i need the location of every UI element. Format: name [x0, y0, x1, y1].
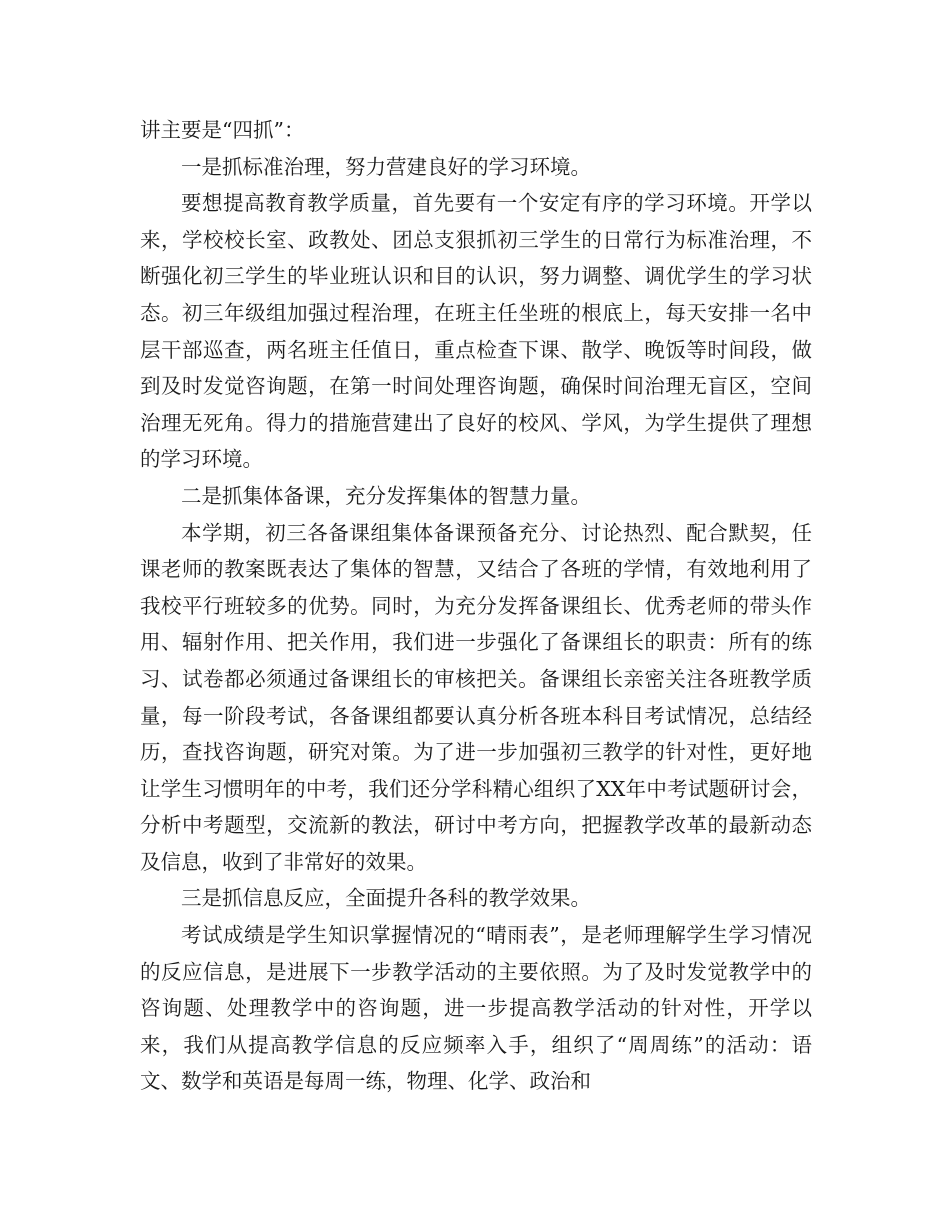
heading-point-one: 一是抓标准治理，努力营建良好的学习环境。 — [181, 154, 591, 179]
heading-point-three: 三是抓信息反应，全面提升各科的教学效果。 — [181, 886, 591, 911]
document-page — [140, 112, 812, 1100]
heading-point-two: 二是抓集体备课，充分发挥集体的智慧力量。 — [181, 483, 591, 508]
paragraph-point-three-body: 考试成绩是学生知识掌握情况的“晴雨表”，是老师理解学生学习情况的反应信息，是进展下一步教学活动的主要依照。为了及时发觉教学中的咨询题、处理教学中的咨询题，进一步提高教学活动的针对性，开学以来，我们从提高教学信息的反应频率入手，组织了“周周练”的活动：语文、数学和英语是每周一练，物理、化学、政治和 — [140, 923, 812, 1094]
paragraph-point-one-body: 要想提高教育教学质量，首先要有一个安定有序的学习环境。开学以来，学校校长室、政教处、团总支狠抓初三学生的日常行为标准治理，不断强化初三学生的毕业班认识和目的认识，努力调整、调优学生的学习状态。初三年级组加强过程治理，在班主任坐班的根底上，每天安排一名中层干部巡查，两名班主任值日，重点检查下课、散学、晚饭等时间段，做到及时发觉咨询题，在第一时间处理咨询题，确保时间治理无盲区，空间治理无死角。得力的措施营建出了良好的校风、学风，为学生提供了理想的学习环境。 — [140, 191, 812, 472]
paragraph-continuation: 讲主要是“四抓”： — [140, 118, 305, 142]
paragraph-point-two-body: 本学期，初三各备课组集体备课预备充分、讨论热烈、配合默契，任课老师的教案既表达了集体的智慧，又结合了各班的学情，有效地利用了我校平行班较多的优势。同时，为充分发挥备课组长、优秀老师的带头作用、辐射作用、把关作用，我们进一步强化了备课组长的职责：所有的练习、试卷都必须通过备课组长的审核把关。备课组长亲密关注各班教学质量，每一阶段考试，各备课组都要认真分析各班本科目考试情况，总结经历，查找咨询题，研究对策。为了进一步加强初三教学的针对性，更好地让学生习惯明年的中考，我们还分学科精心组织了XX年中考试题研讨会，分析中考题型，交流新的教法，研讨中考方向，把握教学改革的最新动态及信息，收到了非常好的效果。 — [140, 520, 812, 874]
